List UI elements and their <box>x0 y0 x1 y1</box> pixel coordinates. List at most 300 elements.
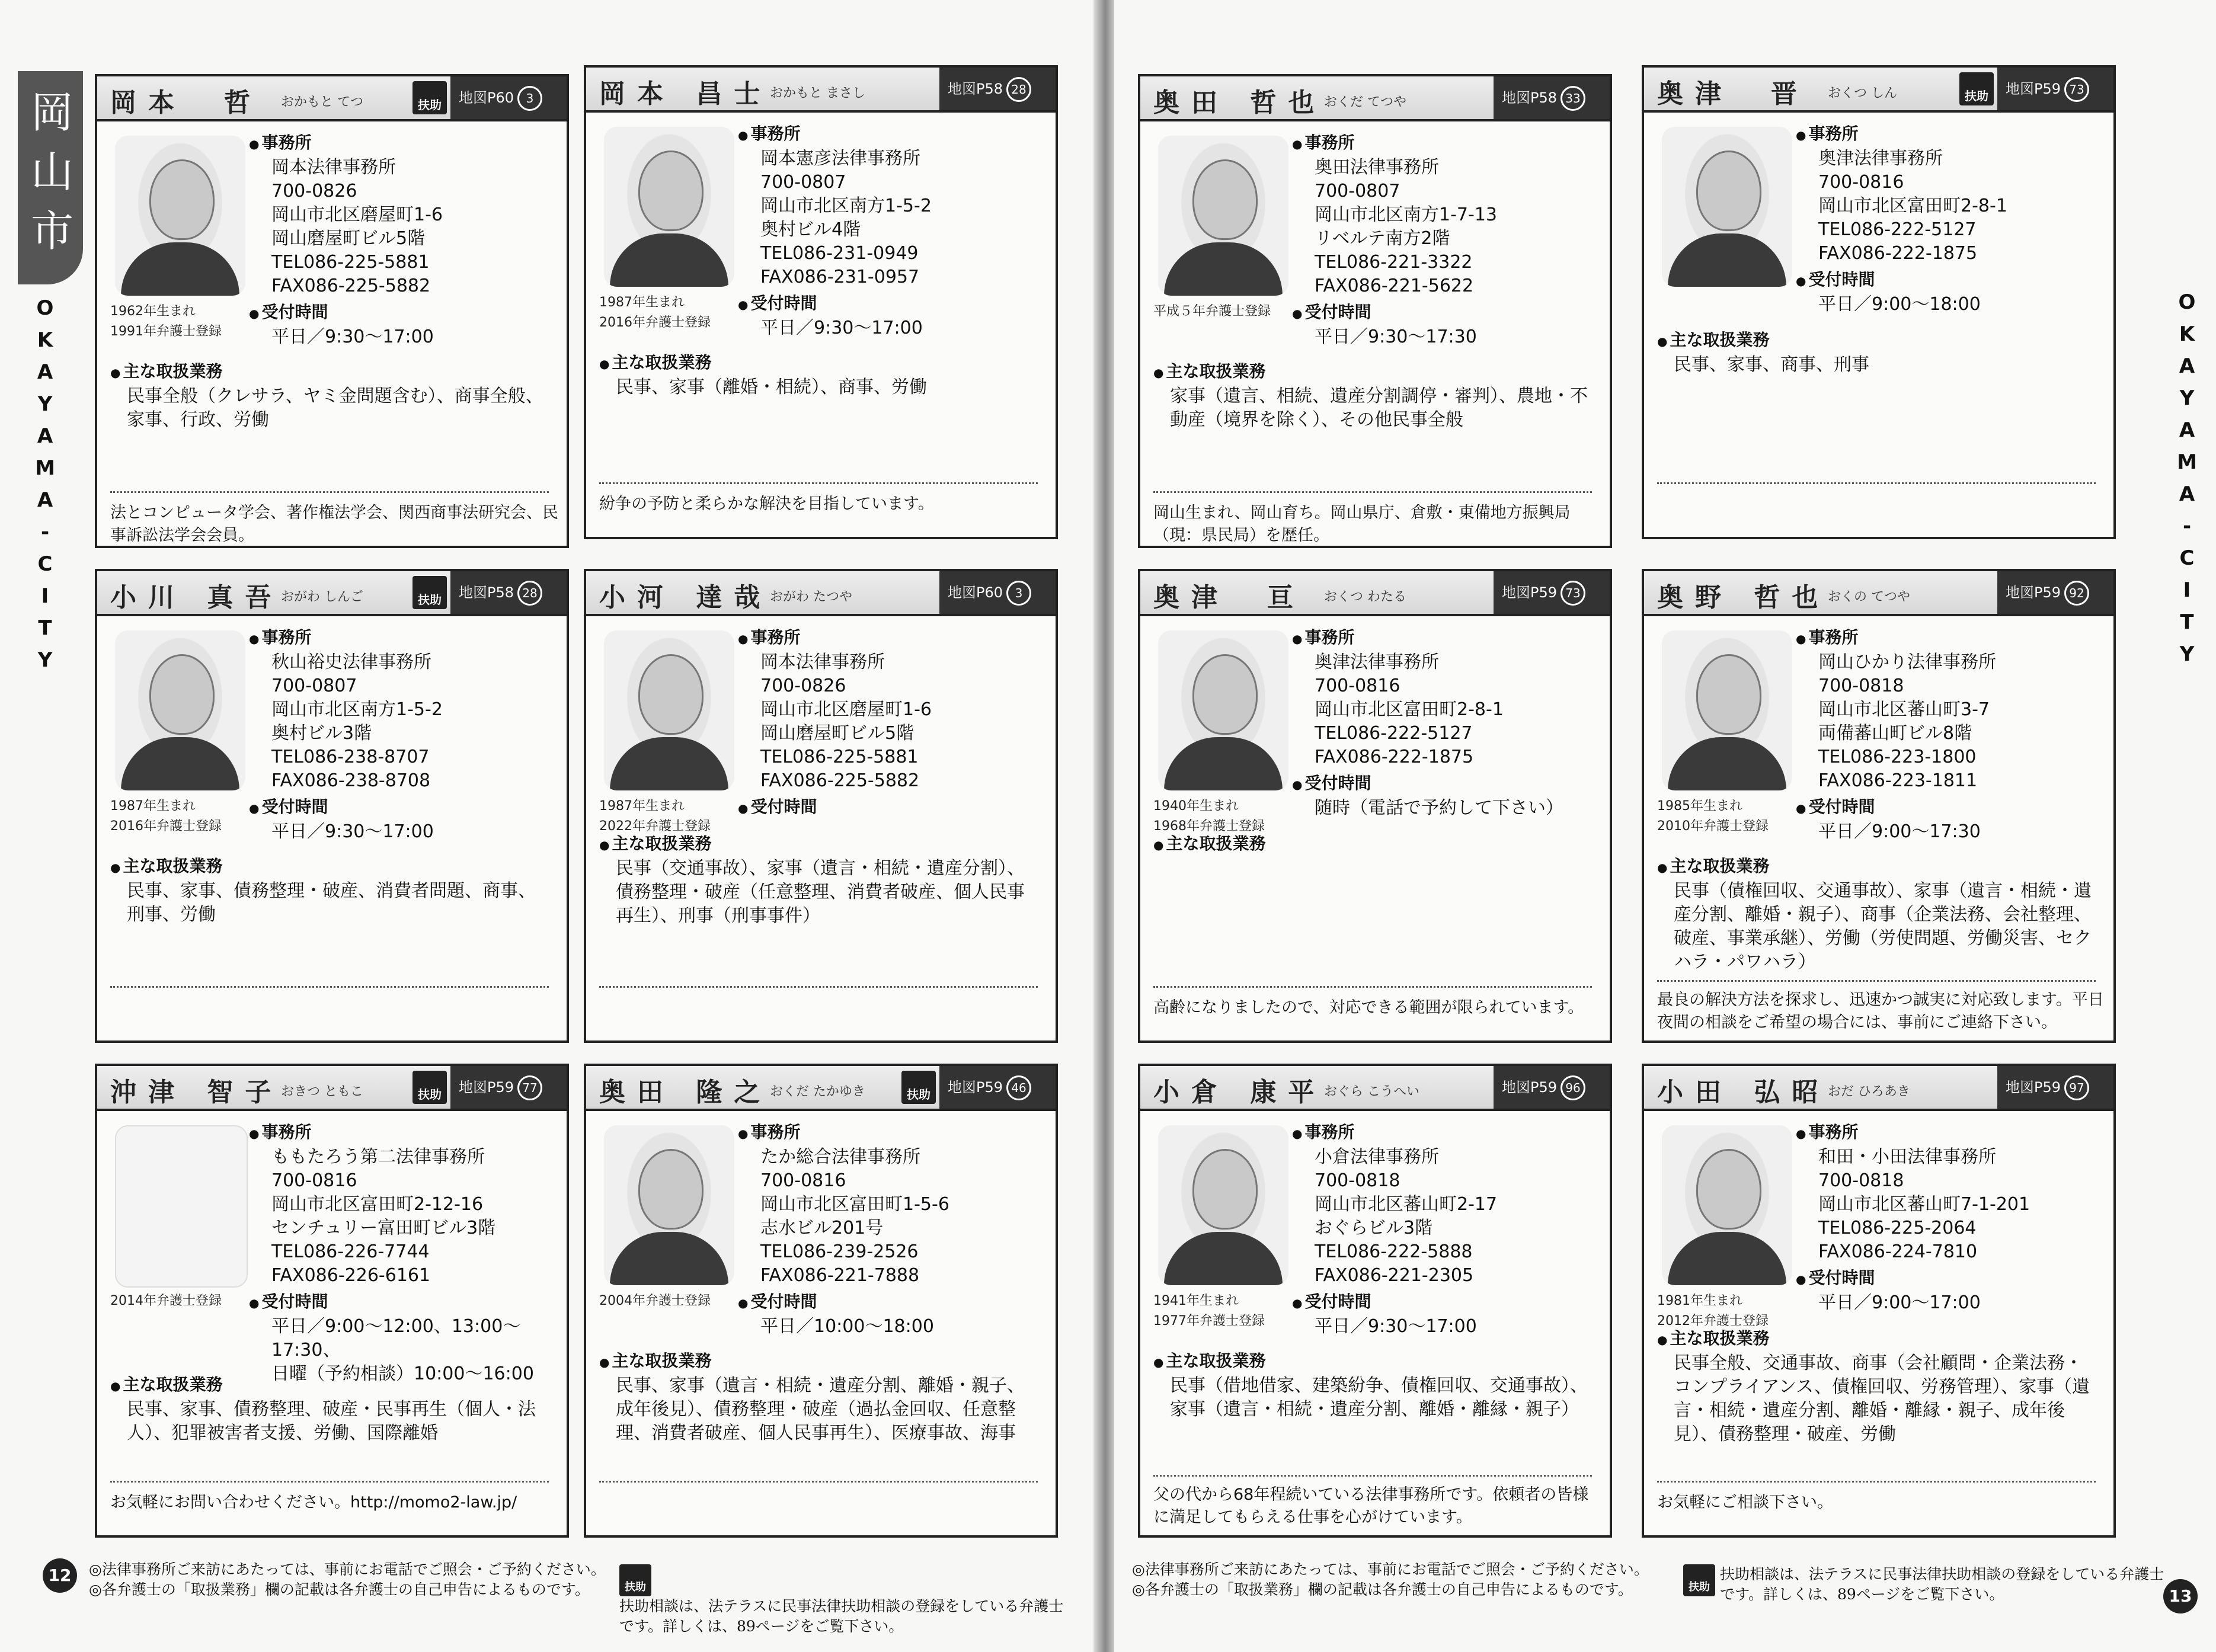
lawyer-name: 小田 弘昭 <box>1657 1077 1830 1107</box>
business-text: 民事、家事、債務整理・破産、消費者問題、商事、刑事、労働 <box>127 881 536 925</box>
business-areas <box>599 351 1038 399</box>
registration-year: 2012年弁護士登録 <box>1657 1314 1769 1328</box>
registration-year: 1977年弁護士登録 <box>1153 1314 1265 1328</box>
business-areas <box>1657 328 2096 377</box>
office-label: ● 事務所 <box>1796 1120 2030 1145</box>
birth-year: 1987年生まれ <box>599 799 685 814</box>
office-line: 奥村ビル4階 <box>760 219 861 240</box>
business-label: ● 主な取扱業務 <box>1657 328 2096 353</box>
office-line: 700-0807 <box>1315 181 1400 201</box>
office-line: 岡山市北区磨屋町1-6 <box>271 204 443 225</box>
card-header <box>586 571 1056 616</box>
office-info <box>1305 1120 1497 1288</box>
lawyer-card <box>1642 1064 2116 1538</box>
divider <box>599 986 1038 988</box>
hours-label: ● 受付時間 <box>1796 795 1981 820</box>
footer-notes-right: ◎法律事務所ご来訪にあたっては、事前にお電話でご照会・ご予約ください。 ◎各弁護士の「取扱業務」欄の記載は各弁護士の自己申告によるものです。 <box>1132 1561 1649 1598</box>
map-reference: 地図P58 28 <box>450 571 567 614</box>
office-line: 700-0816 <box>1818 172 1904 193</box>
lawyer-kana: おくだ てつや <box>1324 95 1406 110</box>
hours-line: 平日／9:00～18:00 <box>1818 294 1981 315</box>
hours-label: ● 受付時間 <box>738 292 923 316</box>
office-line: 志水ビル201号 <box>760 1218 884 1238</box>
card-header <box>1140 571 1610 616</box>
map-reference: 地図P58 28 <box>939 68 1056 110</box>
office-line: 秋山裕史法律事務所 <box>271 652 431 673</box>
office-line: 小倉法律事務所 <box>1315 1147 1439 1167</box>
office-line: FAX086-221-5622 <box>1315 276 1474 296</box>
office-info <box>1809 626 1996 793</box>
lawyer-kana: おかもと まさし <box>770 86 865 101</box>
city-roman-right: OKAYAMA-CITY <box>2175 290 2199 674</box>
business-areas <box>1153 832 1592 857</box>
office-line: FAX086-222-1875 <box>1315 747 1474 767</box>
office-line: 700-0826 <box>760 675 846 696</box>
fujo-icon: 扶助 <box>1683 1564 1715 1596</box>
hours-info <box>262 795 434 844</box>
lawyer-note: お気軽にご相談下さい。 <box>1657 1493 1833 1512</box>
footer-fujo-right: 扶助扶助相談は、法テラスに民事法律扶助相談の登録をしている弁護士です。詳しくは、89ページをご覧下さい。 <box>1683 1564 2170 1605</box>
map-number-badge: 33 <box>1561 86 1585 111</box>
portrait-head-shape <box>1696 1149 1761 1230</box>
office-line: 700-0816 <box>1315 675 1400 696</box>
office-info <box>262 131 443 298</box>
map-reference: 地図P59 73 <box>1997 68 2113 110</box>
page-number-left: 12 <box>43 1558 77 1593</box>
map-reference: 地図P59 92 <box>1997 571 2113 614</box>
portrait-body-shape <box>121 242 239 296</box>
map-number-badge: 97 <box>2064 1075 2089 1100</box>
office-line: たか総合法律事務所 <box>760 1147 920 1167</box>
lawyer-photo <box>1662 630 1792 790</box>
office-line: 岡本法律事務所 <box>271 157 396 178</box>
hours-line: 平日／9:30～17:00 <box>271 821 434 842</box>
office-info <box>1809 1120 2030 1264</box>
lawyer-note: 最良の解決方法を探求し、迅速かつ誠実に対応致します。平日夜間の相談をご希望の場合には、事前にご連絡下さい。 <box>1657 991 2104 1032</box>
page-gutter <box>1093 0 1117 1652</box>
fujo-badge: 扶助 <box>901 1071 936 1104</box>
office-line: 岡山市北区南方1-5-2 <box>271 699 443 720</box>
office-line: おぐらビル3階 <box>1315 1218 1433 1238</box>
lawyer-card <box>1138 1064 1612 1538</box>
map-number-badge: 92 <box>2064 581 2089 606</box>
lawyer-note: 法とコンピュータ学会、著作権法学会、関西商事法研究会、民事訴訟法学会会員。 <box>110 504 558 545</box>
office-line: 和田・小田法律事務所 <box>1818 1147 1996 1167</box>
office-line: FAX086-225-5882 <box>271 276 431 296</box>
hours-label: ● 受付時間 <box>1292 771 1563 796</box>
hours-label: ● 受付時間 <box>1796 268 1981 293</box>
business-text: 民事（交通事故）、家事（遺言・相続・遺産分割）、債務整理・破産（任意整理、消費者破産、個人民事再生）、刑事（刑事事件） <box>616 858 1025 926</box>
lawyer-name: 奥田 隆之 <box>599 1077 772 1107</box>
office-line: 岡山市北区蕃山町3-7 <box>1818 699 1990 720</box>
divider <box>1153 491 1592 493</box>
lawyer-note: お気軽にお問い合わせください。http://momo2-law.jp/ <box>110 1493 517 1512</box>
hours-label: ● 受付時間 <box>249 300 434 325</box>
lawyer-photo <box>604 1125 734 1285</box>
lawyer-dates <box>110 796 222 837</box>
office-label: ● 事務所 <box>249 626 443 651</box>
business-areas <box>110 854 549 927</box>
office-line: 岡山磨屋町ビル5階 <box>760 723 914 744</box>
divider <box>1657 1481 2096 1483</box>
office-line: TEL086-226-7744 <box>271 1241 430 1262</box>
divider <box>599 482 1038 484</box>
lawyer-card <box>1642 65 2116 539</box>
map-reference: 地図P59 46 <box>939 1066 1056 1109</box>
business-label: ● 主な取扱業務 <box>110 854 549 879</box>
portrait-body-shape <box>610 233 728 287</box>
office-line: FAX086-225-5882 <box>760 770 920 791</box>
card-header <box>586 68 1056 113</box>
office-label: ● 事務所 <box>249 131 443 156</box>
office-label: ● 事務所 <box>1292 131 1497 156</box>
office-line: TEL086-225-5881 <box>271 252 430 273</box>
office-line: 岡山市北区富田町2-8-1 <box>1818 196 2007 216</box>
hours-label: ● 受付時間 <box>1292 300 1477 325</box>
business-label: ● 主な取扱業務 <box>1153 832 1592 857</box>
hours-info <box>1809 1266 1981 1315</box>
portrait-head-shape <box>1696 151 1761 231</box>
divider <box>1153 986 1592 988</box>
hours-label: ● 受付時間 <box>1796 1266 1981 1291</box>
lawyer-card <box>95 1064 569 1538</box>
birth-year: 1940年生まれ <box>1153 799 1239 814</box>
office-line: TEL086-239-2526 <box>760 1241 919 1262</box>
office-line: TEL086-231-0949 <box>760 243 919 264</box>
divider <box>110 491 549 493</box>
hours-label: ● 受付時間 <box>1292 1290 1477 1315</box>
office-line: 奥津法律事務所 <box>1818 148 1943 169</box>
lawyer-kana: おきつ ともこ <box>281 1084 363 1099</box>
business-label: ● 主な取扱業務 <box>1657 854 2096 879</box>
portrait-head-shape <box>638 1149 704 1230</box>
fujo-badge: 扶助 <box>412 1071 447 1104</box>
business-label: ● 主な取扱業務 <box>1153 1349 1592 1374</box>
lawyer-dates <box>1153 302 1271 322</box>
hours-label: ● 受付時間 <box>249 795 434 820</box>
office-line: FAX086-224-7810 <box>1818 1241 1978 1262</box>
birth-year: 1987年生まれ <box>110 799 196 814</box>
lawyer-dates <box>1657 796 1769 837</box>
lawyer-card <box>95 569 569 1043</box>
lawyer-photo <box>604 630 734 790</box>
office-line: 岡山市北区蕃山町7-1-201 <box>1818 1194 2030 1215</box>
lawyer-photo <box>115 630 245 790</box>
business-text: 家事（遺言、相続、遺産分割調停・審判）、農地・不動産（境界を除く）、その他民事全般 <box>1170 386 1588 430</box>
hours-label: ● 受付時間 <box>738 1290 934 1315</box>
office-info <box>751 626 932 793</box>
map-number-badge: 3 <box>517 86 542 111</box>
lawyer-note: 父の代から68年程続いている法律事務所です。依頼者の皆様に満足してもらえる仕事を心がけています。 <box>1153 1485 1589 1526</box>
lawyer-name: 小倉 康平 <box>1153 1077 1326 1107</box>
lawyer-card <box>584 65 1058 539</box>
registration-year: 2022年弁護士登録 <box>599 819 711 834</box>
lawyer-card <box>1138 74 1612 548</box>
hours-info <box>262 1290 567 1386</box>
business-text: 民事、家事（離婚・相続）、商事、労働 <box>616 377 927 398</box>
portrait-body-shape <box>1668 1232 1786 1285</box>
registration-year: 1968年弁護士登録 <box>1153 819 1265 834</box>
business-label: ● 主な取扱業務 <box>599 832 1038 857</box>
portrait-head-shape <box>1696 654 1761 735</box>
registration-year: 2016年弁護士登録 <box>599 315 711 330</box>
lawyer-card <box>584 569 1058 1043</box>
registration-year: 2010年弁護士登録 <box>1657 819 1769 834</box>
office-line: TEL086-225-5881 <box>760 747 919 767</box>
hours-line: 平日／10:00～18:00 <box>760 1316 934 1337</box>
office-line: TEL086-222-5127 <box>1315 723 1473 744</box>
portrait-body-shape <box>610 737 728 790</box>
office-line: TEL086-225-2064 <box>1818 1218 1977 1238</box>
office-line: 岡山市北区南方1-5-2 <box>760 196 932 216</box>
registration-year: 1991年弁護士登録 <box>110 324 222 339</box>
hours-info <box>751 795 817 820</box>
portrait-body-shape <box>1164 1232 1283 1285</box>
lawyer-kana: おくつ わたる <box>1324 590 1406 604</box>
office-line: 岡山市北区富田町2-8-1 <box>1315 699 1504 720</box>
business-areas <box>1657 854 2096 974</box>
hours-info <box>1305 1290 1477 1339</box>
lawyer-kana: おだ ひろあき <box>1828 1084 1910 1099</box>
office-label: ● 事務所 <box>1292 626 1504 651</box>
office-line: センチュリー富田町ビル3階 <box>271 1218 496 1238</box>
portrait-body-shape <box>1668 737 1786 790</box>
lawyer-dates <box>110 302 222 342</box>
lawyer-card <box>1642 569 2116 1043</box>
office-line: リベルテ南方2階 <box>1315 228 1450 249</box>
lawyer-name: 沖津 智子 <box>110 1077 283 1107</box>
hours-info <box>1305 300 1477 349</box>
map-reference: 地図P59 97 <box>1997 1066 2113 1109</box>
office-label: ● 事務所 <box>1292 1120 1497 1145</box>
map-reference: 地図P60 3 <box>939 571 1056 614</box>
lawyer-name: 小川 真吾 <box>110 582 283 613</box>
hours-info <box>751 292 923 340</box>
lawyer-dates <box>1657 1291 1769 1331</box>
card-header <box>97 571 567 616</box>
map-reference: 地図P59 77 <box>450 1066 567 1109</box>
card-header <box>97 76 567 121</box>
lawyer-dates <box>599 1291 711 1311</box>
business-text: 民事、家事（遺言・相続・遺産分割、離婚・親子、成年後見）、債務整理・破産（過払金回収、任意整理、消費者破産、個人民事再生）、医療事故、海事 <box>616 1375 1025 1443</box>
divider <box>599 1481 1038 1483</box>
footer-fujo-left: 扶助扶助相談は、法テラスに民事法律扶助相談の登録をしている弁護士です。詳しくは、89ページをご覧下さい。 <box>619 1564 1096 1637</box>
office-info <box>1305 626 1504 769</box>
city-kanji: 岡山市 <box>31 88 74 256</box>
office-line: FAX086-223-1811 <box>1818 770 1978 791</box>
portrait-head-shape <box>1192 159 1258 240</box>
office-line: TEL086-222-5127 <box>1818 219 1977 240</box>
business-areas <box>110 1373 549 1445</box>
portrait-head-shape <box>1192 654 1258 735</box>
lawyer-kana: おくだ たかゆき <box>770 1084 865 1099</box>
business-label: ● 主な取扱業務 <box>110 1373 549 1398</box>
lawyer-photo <box>1662 1125 1792 1285</box>
office-label: ● 事務所 <box>738 1120 949 1145</box>
lawyer-photo <box>115 136 245 296</box>
office-line: 奥津法律事務所 <box>1315 652 1439 673</box>
hours-info <box>1305 771 1563 820</box>
birth-year: 1981年生まれ <box>1657 1294 1742 1308</box>
business-areas <box>1153 1349 1592 1422</box>
office-info <box>1305 131 1497 298</box>
map-reference: 地図P59 96 <box>1494 1066 1610 1109</box>
map-number-badge: 73 <box>1561 581 1585 606</box>
lawyer-name: 岡本 哲 <box>110 88 262 118</box>
map-number-badge: 46 <box>1006 1075 1031 1100</box>
lawyer-photo <box>604 127 734 287</box>
hours-line: 平日／9:30～17:00 <box>271 326 434 347</box>
office-line: 岡本法律事務所 <box>760 652 885 673</box>
office-line: 700-0818 <box>1315 1170 1400 1191</box>
lawyer-name: 奥津 亘 <box>1153 582 1305 613</box>
hours-label: ● 受付時間 <box>738 795 817 820</box>
hours-line: 日曜（予約相談）10:00～16:00 <box>271 1363 534 1384</box>
portrait-head-shape <box>638 151 704 231</box>
map-number-badge: 96 <box>1561 1075 1585 1100</box>
card-header <box>1644 571 2113 616</box>
office-line: TEL086-238-8707 <box>271 747 430 767</box>
card-header <box>1644 68 2113 113</box>
lawyer-note: 紛争の予防と柔らかな解決を目指しています。 <box>599 495 934 513</box>
footer-notes-left: ◎法律事務所ご来訪にあたっては、事前にお電話でご照会・ご予約ください。 ◎各弁護士の「取扱業務」欄の記載は各弁護士の自己申告によるものです。 <box>89 1561 606 1598</box>
lawyer-dates <box>110 1291 222 1311</box>
business-text: 民事全般、交通事故、商事（会社顧問・企業法務・コンプライアンス、債権回収、労務管理）、家事（遺言・相続・遺産分割、離婚・離縁・親子、成年後見）、債務整理・破産、労働 <box>1674 1353 2090 1445</box>
office-label: ● 事務所 <box>249 1120 495 1145</box>
business-label: ● 主な取扱業務 <box>1153 360 1592 385</box>
business-areas <box>110 360 549 432</box>
business-areas <box>1657 1327 2096 1446</box>
office-line: FAX086-221-2305 <box>1315 1265 1474 1286</box>
office-label: ● 事務所 <box>738 626 932 651</box>
portrait-head-shape <box>149 654 215 735</box>
office-line: 700-0816 <box>271 1170 357 1191</box>
office-info <box>1809 122 2007 265</box>
office-label: ● 事務所 <box>1796 122 2007 147</box>
lawyer-name: 小河 達哉 <box>599 582 772 613</box>
lawyer-kana: おくつ しん <box>1828 86 1897 101</box>
office-line: 岡山市北区富田町2-12-16 <box>271 1194 484 1215</box>
hours-line: 随時（電話で予約して下さい） <box>1315 798 1563 818</box>
registration-year: 2004年弁護士登録 <box>599 1294 711 1308</box>
portrait-head-shape <box>1192 1149 1258 1230</box>
portrait-body-shape <box>121 737 239 790</box>
business-text: 民事、家事、商事、刑事 <box>1674 354 1869 375</box>
lawyer-kana: おくの てつや <box>1828 590 1910 604</box>
hours-label: ● 受付時間 <box>249 1290 567 1315</box>
registration-year: 2016年弁護士登録 <box>110 819 222 834</box>
lawyer-kana: おかもと てつ <box>281 95 363 110</box>
office-line: FAX086-226-6161 <box>271 1265 431 1286</box>
office-line: 奥田法律事務所 <box>1315 157 1439 178</box>
registration-year: 平成５年弁護士登録 <box>1153 304 1271 319</box>
hours-line: 平日／9:00～12:00、13:00～17:30、 <box>271 1316 521 1360</box>
lawyer-dates <box>599 796 711 837</box>
hours-info <box>1809 268 1981 316</box>
office-label: ● 事務所 <box>738 122 932 147</box>
fujo-badge: 扶助 <box>1959 72 1994 105</box>
office-line: 岡山ひかり法律事務所 <box>1818 652 1996 673</box>
lawyer-name: 奥津 晋 <box>1657 79 1809 109</box>
lawyer-card <box>584 1064 1058 1538</box>
business-label: ● 主な取扱業務 <box>110 360 549 385</box>
lawyer-name: 岡本 昌士 <box>599 79 772 109</box>
office-line: TEL086-222-5888 <box>1315 1241 1473 1262</box>
portrait-head-shape <box>149 159 215 240</box>
map-reference: 地図P58 33 <box>1494 76 1610 119</box>
office-line: FAX086-221-7888 <box>760 1265 920 1286</box>
hours-line: 平日／9:30～17:30 <box>1315 326 1477 347</box>
office-line: 岡本憲彦法律事務所 <box>760 148 920 169</box>
business-areas <box>599 1349 1038 1445</box>
office-line: 700-0818 <box>1818 675 1904 696</box>
office-line: 岡山市北区蕃山町2-17 <box>1315 1194 1498 1215</box>
business-label: ● 主な取扱業務 <box>599 1349 1038 1374</box>
map-number-badge: 28 <box>1006 77 1031 102</box>
birth-year: 1987年生まれ <box>599 295 685 310</box>
office-line: 700-0826 <box>271 181 357 201</box>
office-info <box>751 1120 949 1288</box>
business-label: ● 主な取扱業務 <box>1657 1327 2096 1352</box>
portrait-body-shape <box>1164 242 1283 296</box>
registration-year: 2014年弁護士登録 <box>110 1294 222 1308</box>
business-text: 民事、家事、債務整理、破産・民事再生（個人・法人）、犯罪被害者支援、労働、国際離婚 <box>127 1399 536 1443</box>
office-line: 岡山市北区磨屋町1-6 <box>760 699 932 720</box>
card-header <box>1140 1066 1610 1111</box>
portrait-head-shape <box>638 654 704 735</box>
divider <box>1153 1475 1592 1477</box>
hours-info <box>1809 795 1981 844</box>
map-number-badge: 3 <box>1006 581 1031 606</box>
office-line: 岡山市北区富田町1-5-6 <box>760 1194 949 1215</box>
lawyer-note: 岡山生まれ、岡山育ち。岡山県庁、倉敷・東備地方振興局（現：県民局）を歴任。 <box>1153 504 1571 545</box>
lawyer-dates <box>1153 1291 1265 1331</box>
fujo-badge: 扶助 <box>412 81 447 114</box>
office-line: 700-0807 <box>271 675 357 696</box>
hours-line: 平日／9:30～17:00 <box>1315 1316 1477 1337</box>
lawyer-kana: おがわ しんご <box>281 590 363 604</box>
business-areas <box>1153 360 1592 432</box>
office-line: TEL086-223-1800 <box>1818 747 1977 767</box>
lawyer-kana: おぐら こうへい <box>1324 1084 1419 1099</box>
divider <box>1657 482 2096 484</box>
office-line: 岡山市北区南方1-7-13 <box>1315 204 1497 225</box>
map-number-badge: 28 <box>517 581 542 606</box>
birth-year: 1941年生まれ <box>1153 1294 1239 1308</box>
office-info <box>751 122 932 289</box>
portrait-body-shape <box>610 1232 728 1285</box>
lawyer-name: 奥田 哲也 <box>1153 88 1326 118</box>
office-line: 700-0816 <box>760 1170 846 1191</box>
divider <box>110 986 549 988</box>
business-text: 民事全般（クレサラ、ヤミ金問題含む）、商事全般、家事、行政、労働 <box>127 386 543 430</box>
lawyer-name: 奥野 哲也 <box>1657 582 1830 613</box>
office-line: 奥村ビル3階 <box>271 723 372 744</box>
lawyer-card <box>1138 569 1612 1043</box>
hours-info <box>751 1290 934 1339</box>
hours-line: 平日／9:30～17:00 <box>760 318 923 338</box>
lawyer-photo <box>1158 1125 1288 1285</box>
office-line: 岡山磨屋町ビル5階 <box>271 228 426 249</box>
card-header <box>1140 76 1610 121</box>
city-roman-left: OKAYAMA-CITY <box>33 296 57 680</box>
card-header <box>97 1066 567 1111</box>
office-line: FAX086-222-1875 <box>1818 243 1978 264</box>
office-line: 両備蕃山町ビル8階 <box>1818 723 1972 744</box>
lawyer-card <box>95 74 569 548</box>
office-info <box>262 1120 495 1288</box>
card-header <box>1644 1066 2113 1111</box>
